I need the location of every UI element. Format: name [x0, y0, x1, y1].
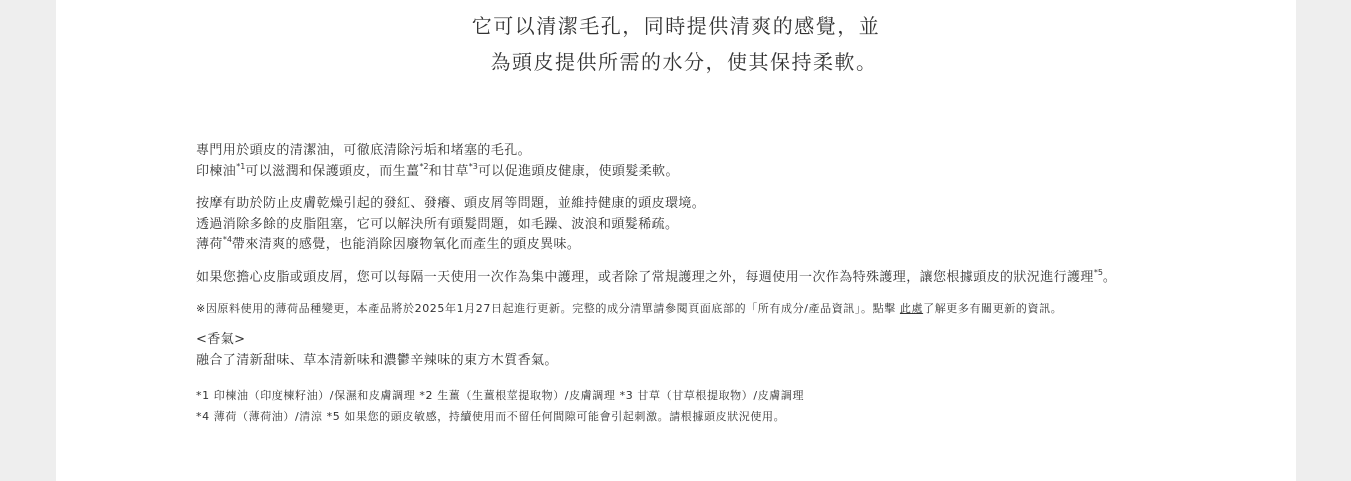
footnote-ref-5: *5	[1093, 267, 1103, 277]
headline-line-2: 為頭皮提供所需的水分，使其保持柔軟。	[490, 50, 878, 74]
product-description-panel	[56, 0, 1296, 481]
text-segment: 了解更多有關更新的資訊。	[923, 302, 1063, 315]
footnote-ref-2: *2	[419, 161, 429, 171]
footnotes	[196, 385, 1156, 427]
paragraph-cleansing-line-1: 專門用於頭皮的清潔油，可徹底清除污垢和堵塞的毛孔。	[196, 143, 532, 158]
paragraph-massage-line-3	[196, 235, 1156, 256]
footnotes-line-1: *1 印楝油（印度楝籽油）/保濕和皮膚調理 *2 生薑（生薑根莖提取物）/皮膚調理 *3 甘草（甘草根提取物）/皮膚調理	[196, 389, 805, 402]
paragraph-massage-line-1: 按摩有助於防止皮膚乾燥引起的發紅、發癢、頭皮屑等問題，並維持健康的頭皮環境。	[196, 196, 706, 211]
text-segment: 帶來清爽的感覺，也能消除因廢物氧化而產生的頭皮異味。	[231, 237, 581, 252]
text-segment: ※因原料使用的薄荷品種變更，本產品將於2025年1月27日起進行更新。完整的成分清單請參閱頁面底部的「所有成分/產品資訊」。點擊	[196, 302, 900, 315]
paragraph-cleansing	[196, 141, 1156, 182]
text-segment: 。	[1102, 269, 1117, 285]
text-segment: 可以促進頭皮健康，使頭髮柔軟。	[477, 163, 679, 179]
paragraph-cleansing-line-2	[196, 162, 1156, 183]
update-info-link[interactable]: 此處	[899, 302, 924, 315]
paragraph-massage	[196, 194, 1156, 256]
scent-heading: <香氣>	[196, 332, 246, 347]
text-segment: 薄荷	[196, 237, 223, 252]
paragraph-massage-line-2: 透過消除多餘的皮脂阻塞，它可以解決所有頭髮問題，如毛躁、波浪和頭髮稀疏。	[196, 216, 679, 232]
text-segment: 印楝油	[196, 163, 237, 179]
ingredient-update-notice	[196, 300, 1156, 318]
text-segment: 如果您擔心皮脂或頭皮屑，您可以每隔一天使用一次作為集中護理，或者除了常規護理之外，每週使用一次作為特殊護理，讓您根據頭皮的狀況進行護理	[196, 269, 1094, 285]
footnote-ref-4: *4	[222, 235, 232, 244]
scent-description: 融合了清新甜味、草本清新味和濃鬱辛辣味的東方木質香氣。	[196, 352, 558, 368]
description-content	[196, 141, 1156, 427]
footnote-ref-1: *1	[236, 161, 246, 171]
footnote-ref-3: *3	[468, 161, 478, 171]
text-segment: 和甘草	[428, 163, 469, 179]
paragraph-usage	[196, 268, 1156, 289]
footnotes-line-2: *4 薄荷（薄荷油）/清涼 *5 如果您的頭皮敏感，持續使用而不留任何間隙可能會引起刺激。請根據頭皮狀況使用。	[196, 410, 786, 423]
text-segment: 可以滋潤和保護頭皮，而生薑	[245, 163, 420, 179]
headline-line-1: 它可以清潔毛孔，同時提供清爽的感覺，並	[471, 14, 881, 38]
